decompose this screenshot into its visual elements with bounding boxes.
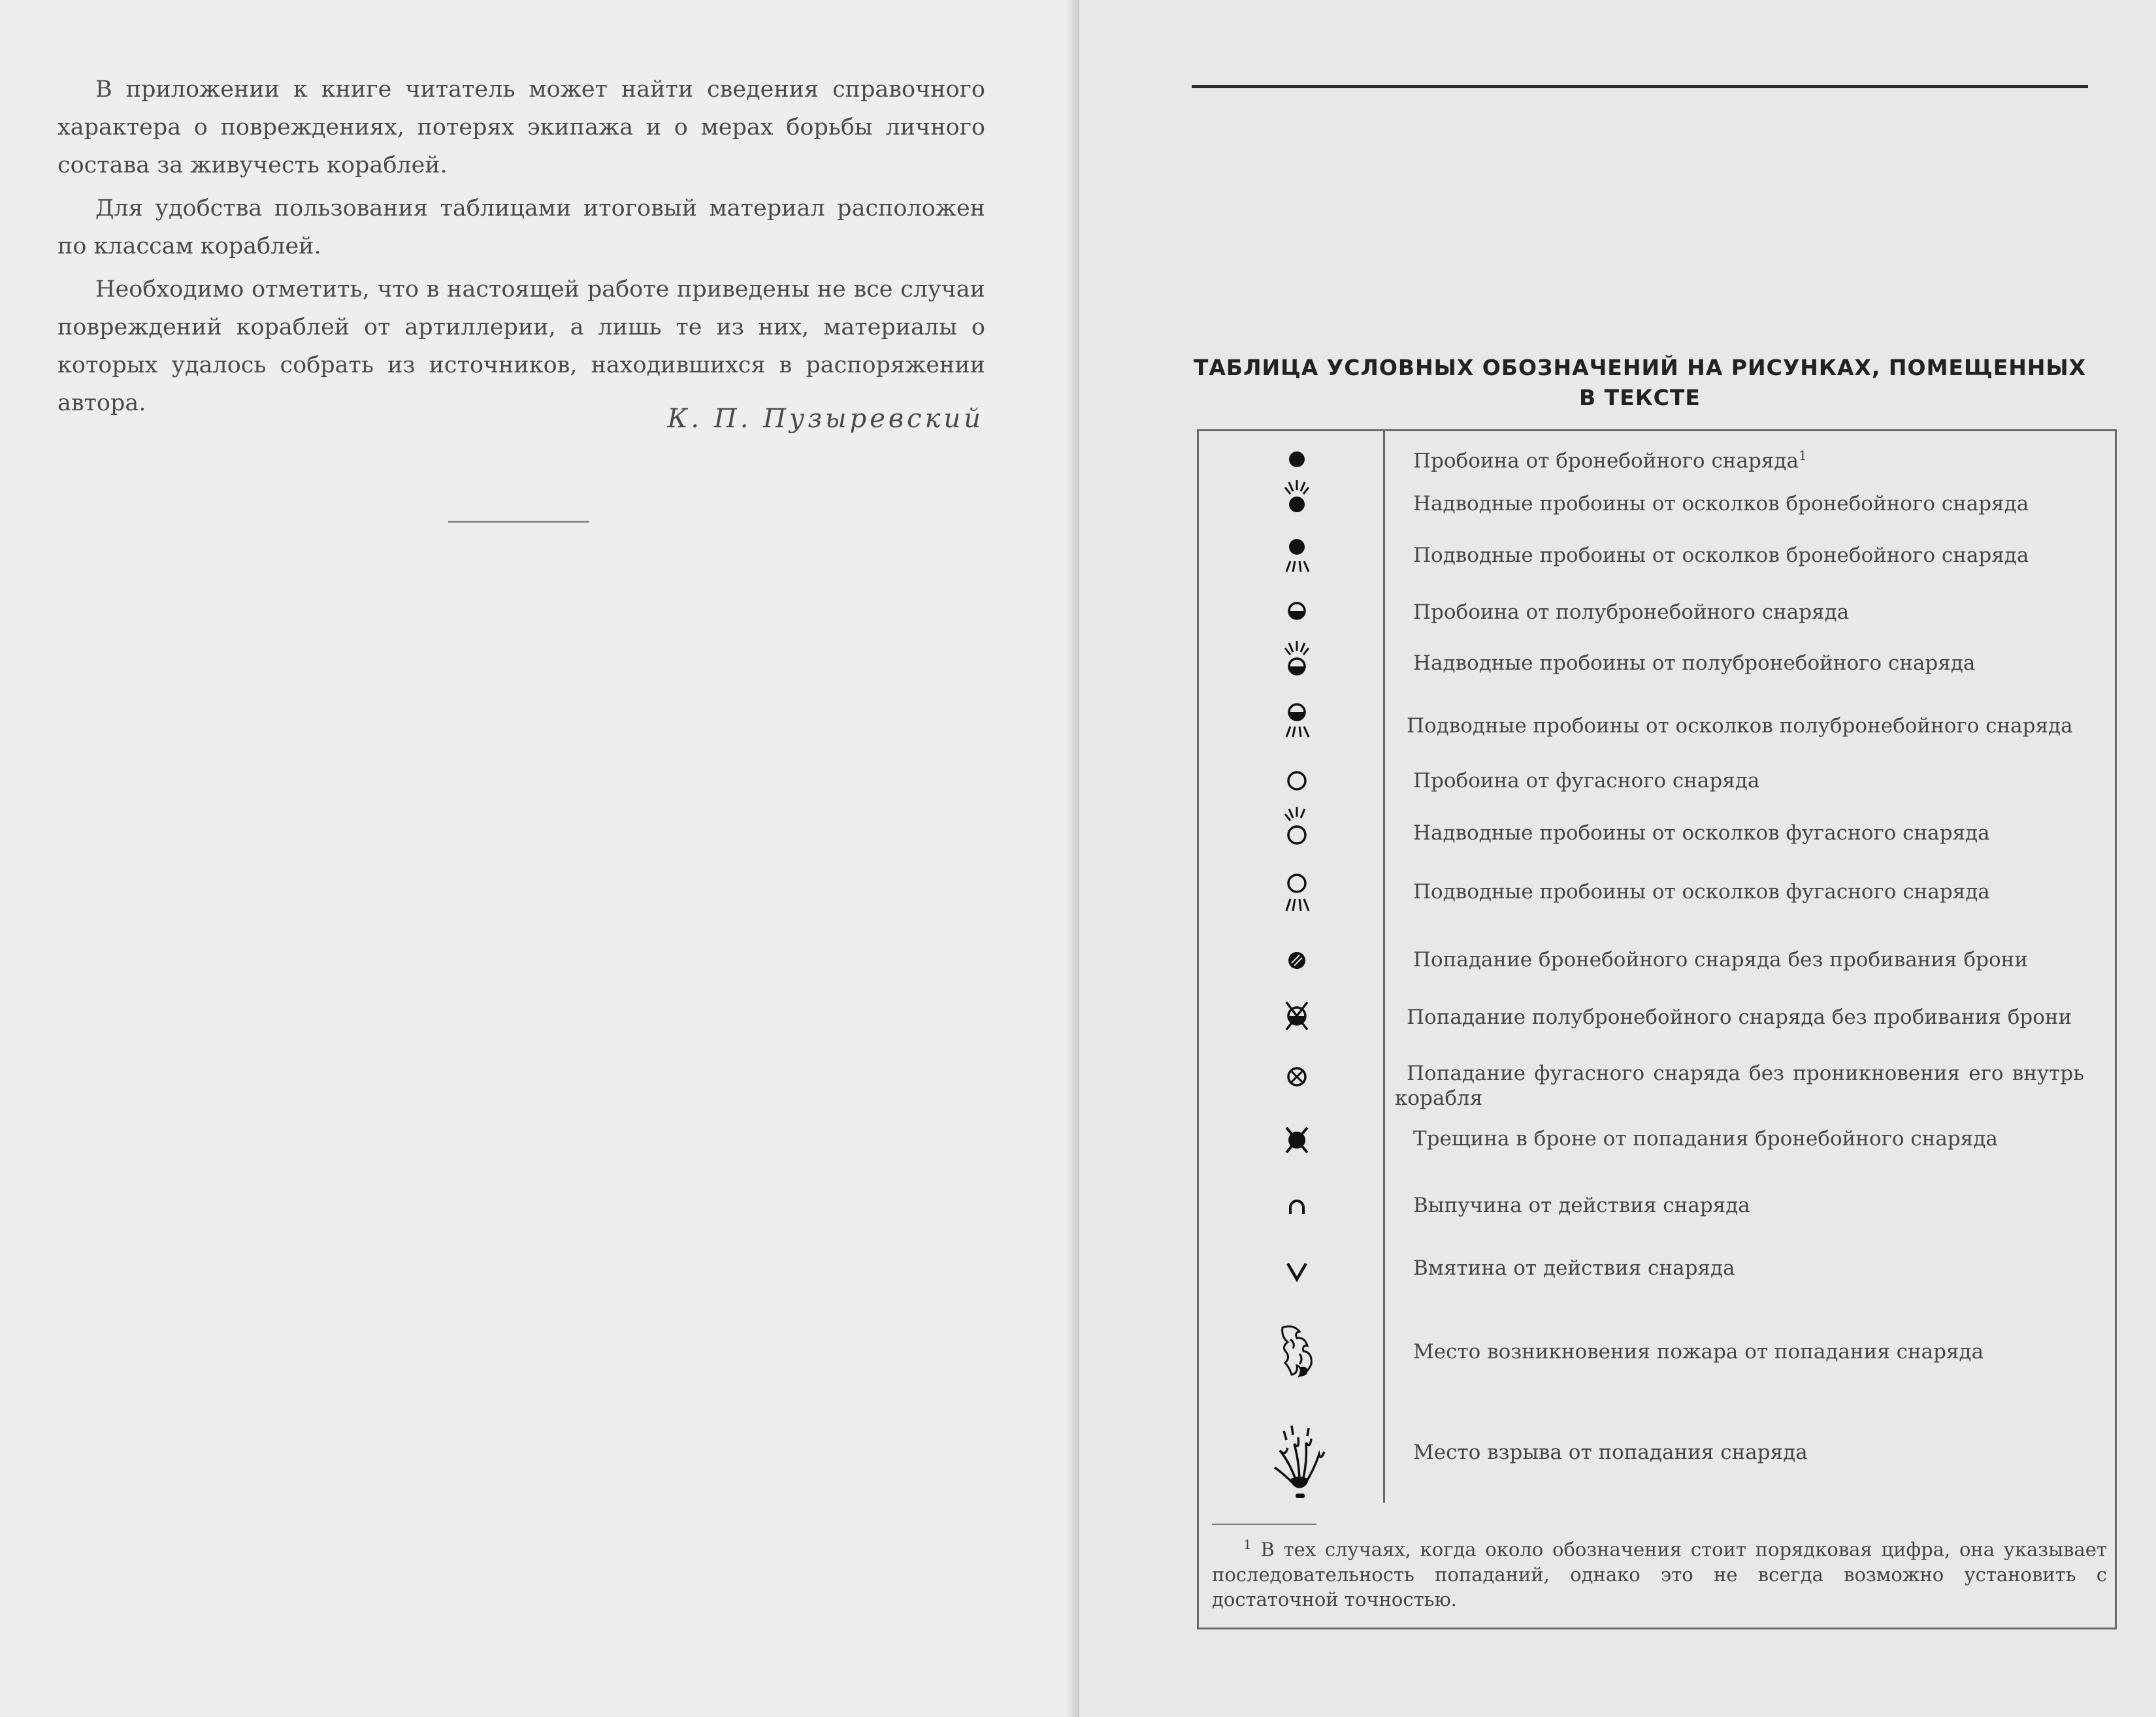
legend-table: [1197, 429, 2117, 1629]
legend-text: Место взрыва от попадания снаряда: [1413, 1441, 1808, 1464]
legend-text: Выпучина от действия снаряда: [1413, 1194, 1750, 1217]
intro-paragraph: В приложении к книге читатель может найти сведения справочного характера о повреждениях, потерях экипажа и о мерах борьбы личного состава за живучесть кораблей.: [57, 76, 985, 178]
sap-fragments-above-water-icon: [1271, 639, 1323, 685]
ap-fragments-below-water-icon: [1271, 532, 1323, 578]
legend-text: Подводные пробоины от осколков фугасного снаряда: [1413, 880, 1990, 904]
author-signature: К. П. Пузыревский: [667, 404, 984, 434]
legend-text: Надводные пробоины от полубронебойного снаряда: [1413, 651, 1976, 675]
fire-icon: [1271, 1320, 1323, 1385]
legend-text: Надводные пробоины от осколков фугасного снаряда: [1413, 821, 1990, 845]
he-hole-icon: [1271, 764, 1323, 797]
intro-paragraph: Для удобства пользования таблицами итоговый материал расположен по классам кораблей.: [57, 195, 985, 259]
legend-text: Попадание полубронебойного снаряда без пробивания брони: [1407, 1006, 2072, 1029]
ap-hit-no-penetration-icon: [1271, 941, 1323, 980]
he-fragments-below-water-icon: [1271, 869, 1323, 918]
footnote: $^1$ В тех случаях, когда около обозначения стоит порядковая цифра, она указывает последовательность попаданий, однако это не всегда возможно установить с достаточной точностью.: [1212, 1537, 2107, 1611]
legend-text: Пробоина от фугасного снаряда: [1413, 769, 1760, 793]
he-hit-no-entry-icon: [1271, 1057, 1323, 1096]
footnote-marker: 1: [1243, 1537, 1252, 1552]
legend-text: Подводные пробоины от осколков бронебойного снаряда: [1413, 544, 2029, 567]
section-divider: [448, 521, 589, 523]
dent-icon: [1271, 1254, 1323, 1287]
legend-text: Попадание фугасного снаряда без проникновения его внутрь корабля: [1395, 1062, 2084, 1110]
legend-text: Место возникновения пожара от попадания снаряда: [1413, 1340, 1984, 1364]
sap-hit-no-penetration-icon: [1271, 993, 1323, 1039]
legend-text: Вмятина от действия снаряда: [1413, 1256, 1735, 1280]
intro-text: [57, 71, 985, 427]
legend-text: Трещина в броне от попадания бронебойного снаряда: [1413, 1127, 1998, 1151]
legend-text: Подводные пробоины от осколков полубронебойного снаряда: [1407, 714, 2073, 738]
footnote-rule: [1212, 1524, 1316, 1525]
column-divider: [1383, 431, 1385, 1503]
top-rule: [1192, 85, 2088, 88]
armor-crack-icon: [1271, 1117, 1323, 1163]
ap-hole-icon: [1271, 443, 1323, 476]
sap-fragments-below-water-icon: [1271, 699, 1323, 745]
legend-text: Попадание бронебойного снаряда без пробивания брони: [1413, 948, 2028, 972]
ap-fragments-above-water-icon: [1271, 477, 1323, 523]
intro-paragraph: Необходимо отметить, что в настоящей работе приведены не все случаи повреждений кораблей от артиллерии, а лишь те из них, материалы о которых удалось собрать из источников, находившихся в распоряжении автора.: [57, 276, 985, 416]
he-fragments-above-water-icon: [1271, 804, 1323, 853]
legend-text: Пробоина от полубронебойного снаряда: [1413, 600, 1850, 624]
legend-text: Пробоина от бронебойного снаряда$^1$: [1413, 448, 1807, 473]
legend-title: ТАБЛИЦА УСЛОВНЫХ ОБОЗНАЧЕНИЙ НА РИСУНКАХ, ПОМЕЩЕННЫХ В ТЕКСТЕ: [1193, 355, 2087, 410]
legend-text: Надводные пробоины от осколков бронебойного снаряда: [1413, 492, 2029, 515]
sap-hole-icon: [1271, 595, 1323, 627]
right-page: [1079, 0, 2156, 1717]
footnote-marker: 1: [1798, 448, 1807, 463]
explosion-icon: [1271, 1411, 1323, 1503]
bulge-icon: [1271, 1189, 1323, 1222]
